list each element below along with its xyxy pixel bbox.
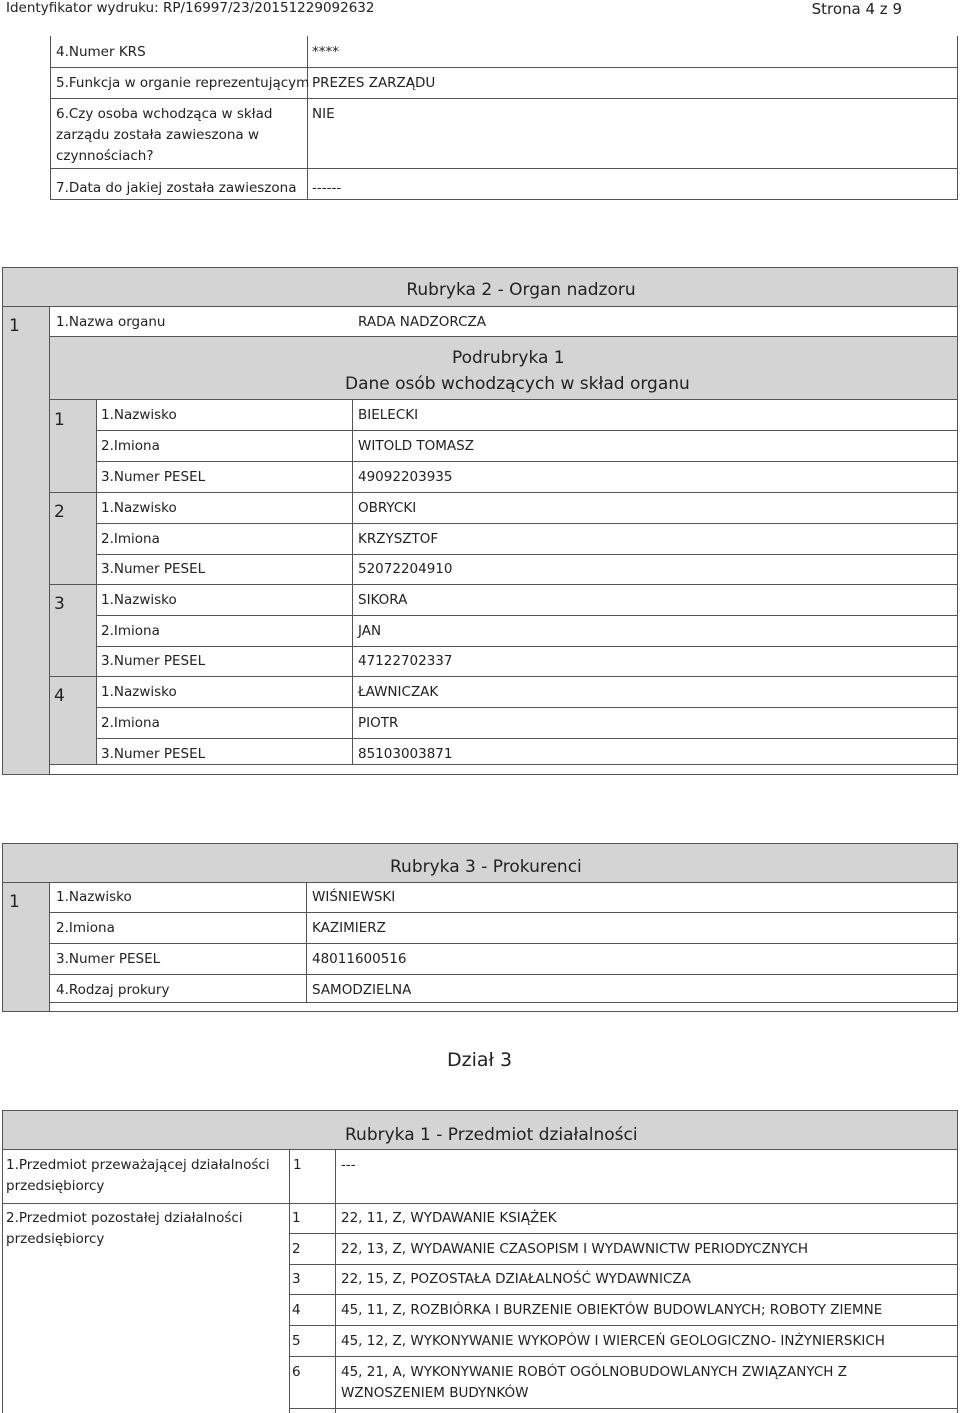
names-label: 2.Imiona <box>101 623 160 639</box>
prokura-type-label: 4.Rodzaj prokury <box>56 982 170 998</box>
main-activity-label: 1.Przedmiot przeważającej działalności przedsiębiorcy <box>6 1157 270 1194</box>
prokurent-pesel-value: 48011600516 <box>312 951 407 967</box>
activity-index: 3 <box>292 1271 301 1287</box>
prokura-type-value: SAMODZIELNA <box>312 982 412 998</box>
names-label: 2.Imiona <box>101 715 160 731</box>
pesel-label: 3.Numer PESEL <box>101 746 206 762</box>
organ-value: RADA NADZORCZA <box>358 314 486 330</box>
rubryka2-index: 1 <box>9 316 20 336</box>
activity-value: 22, 15, Z, POZOSTAŁA DZIAŁALNOŚĆ WYDAWNICZA <box>341 1271 691 1287</box>
organ-label: 1.Nazwa organu <box>56 314 166 330</box>
pesel-value: 85103003871 <box>358 746 453 762</box>
function-value: PREZES ZARZĄDU <box>312 75 436 91</box>
person-index: 3 <box>54 594 65 614</box>
activity-value: 22, 13, Z, WYDAWANIE CZASOPISM I WYDAWNICTW PERIODYCZNYCH <box>341 1241 809 1257</box>
suspended-date-label: 7.Data do jakiej została zawieszona <box>56 180 297 196</box>
names-value: JAN <box>358 623 382 639</box>
surname-label: 1.Nazwisko <box>101 500 177 516</box>
rubryka1-title: Rubryka 1 - Przedmiot działalności <box>345 1125 638 1145</box>
dzial3-title: Dział 3 <box>447 1049 513 1071</box>
prokurent-pesel-label: 3.Numer PESEL <box>56 951 161 967</box>
suspended-label: 6.Czy osoba wchodząca w skład zarządu została zawieszona w czynnościach? <box>56 106 273 164</box>
main-activity-value: --- <box>341 1157 356 1173</box>
podrubryka-subtitle: Dane osób wchodzących w skład organu <box>345 374 690 394</box>
function-label: 5.Funkcja w organie reprezentującym <box>56 75 310 91</box>
prokurent-names-label: 2.Imiona <box>56 920 115 936</box>
pesel-label: 3.Numer PESEL <box>101 469 206 485</box>
activity-index: 6 <box>292 1364 301 1380</box>
activity-value: 45, 21, A, WYKONYWANIE ROBÓT OGÓLNOBUDOWLANYCH ZWIĄZANYCH Z WZNOSZENIEM BUDYNKÓW <box>341 1364 847 1401</box>
prokurent-surname-label: 1.Nazwisko <box>56 889 132 905</box>
prokurent-names-value: KAZIMIERZ <box>312 920 386 936</box>
surname-label: 1.Nazwisko <box>101 684 177 700</box>
names-value: WITOLD TOMASZ <box>358 438 474 454</box>
person-index: 4 <box>54 686 65 706</box>
activity-value: 22, 11, Z, WYDAWANIE KSIĄŻEK <box>341 1210 557 1226</box>
surname-value: ŁAWNICZAK <box>358 684 439 700</box>
main-activity-index: 1 <box>293 1157 302 1173</box>
activity-index: 4 <box>292 1302 301 1318</box>
names-label: 2.Imiona <box>101 438 160 454</box>
surname-label: 1.Nazwisko <box>101 407 177 423</box>
surname-value: OBRYCKI <box>358 500 417 516</box>
surname-value: SIKORA <box>358 592 408 608</box>
names-value: KRZYSZTOF <box>358 531 439 547</box>
person-index: 2 <box>54 502 65 522</box>
krs-label: 4.Numer KRS <box>56 44 146 60</box>
rubryka2-title: Rubryka 2 - Organ nadzoru <box>406 280 636 300</box>
surname-label: 1.Nazwisko <box>101 592 177 608</box>
pesel-label: 3.Numer PESEL <box>101 653 206 669</box>
activity-value: 45, 11, Z, ROZBIÓRKA I BURZENIE OBIEKTÓW BUDOWLANYCH; ROBOTY ZIEMNE <box>341 1302 883 1318</box>
prokurent-index: 1 <box>9 892 20 912</box>
person-index: 1 <box>54 410 65 430</box>
suspended-date-value: ------ <box>312 180 342 196</box>
surname-value: BIELECKI <box>358 407 419 423</box>
names-value: PIOTR <box>358 715 399 731</box>
suspended-value: NIE <box>312 106 335 122</box>
pesel-value: 47122702337 <box>358 653 453 669</box>
rubryka3-title: Rubryka 3 - Prokurenci <box>390 857 582 877</box>
pesel-value: 52072204910 <box>358 561 453 577</box>
other-activity-label: 2.Przedmiot pozostałej działalności przedsiębiorcy <box>6 1210 243 1247</box>
activity-value: 45, 12, Z, WYKONYWANIE WYKOPÓW I WIERCEŃ GEOLOGICZNO- INŻYNIERSKICH <box>341 1333 885 1349</box>
pesel-label: 3.Numer PESEL <box>101 561 206 577</box>
pesel-value: 49092203935 <box>358 469 453 485</box>
activity-index: 1 <box>292 1210 301 1226</box>
krs-value: **** <box>312 44 339 60</box>
print-identifier: Identyfikator wydruku: RP/16997/23/20151229092632 <box>6 0 375 16</box>
podrubryka-title: Podrubryka 1 <box>452 348 565 368</box>
prokurent-surname-value: WIŚNIEWSKI <box>312 889 396 905</box>
activity-index: 2 <box>292 1241 301 1257</box>
activity-index: 5 <box>292 1333 301 1349</box>
page-number: Strona 4 z 9 <box>811 0 902 18</box>
names-label: 2.Imiona <box>101 531 160 547</box>
